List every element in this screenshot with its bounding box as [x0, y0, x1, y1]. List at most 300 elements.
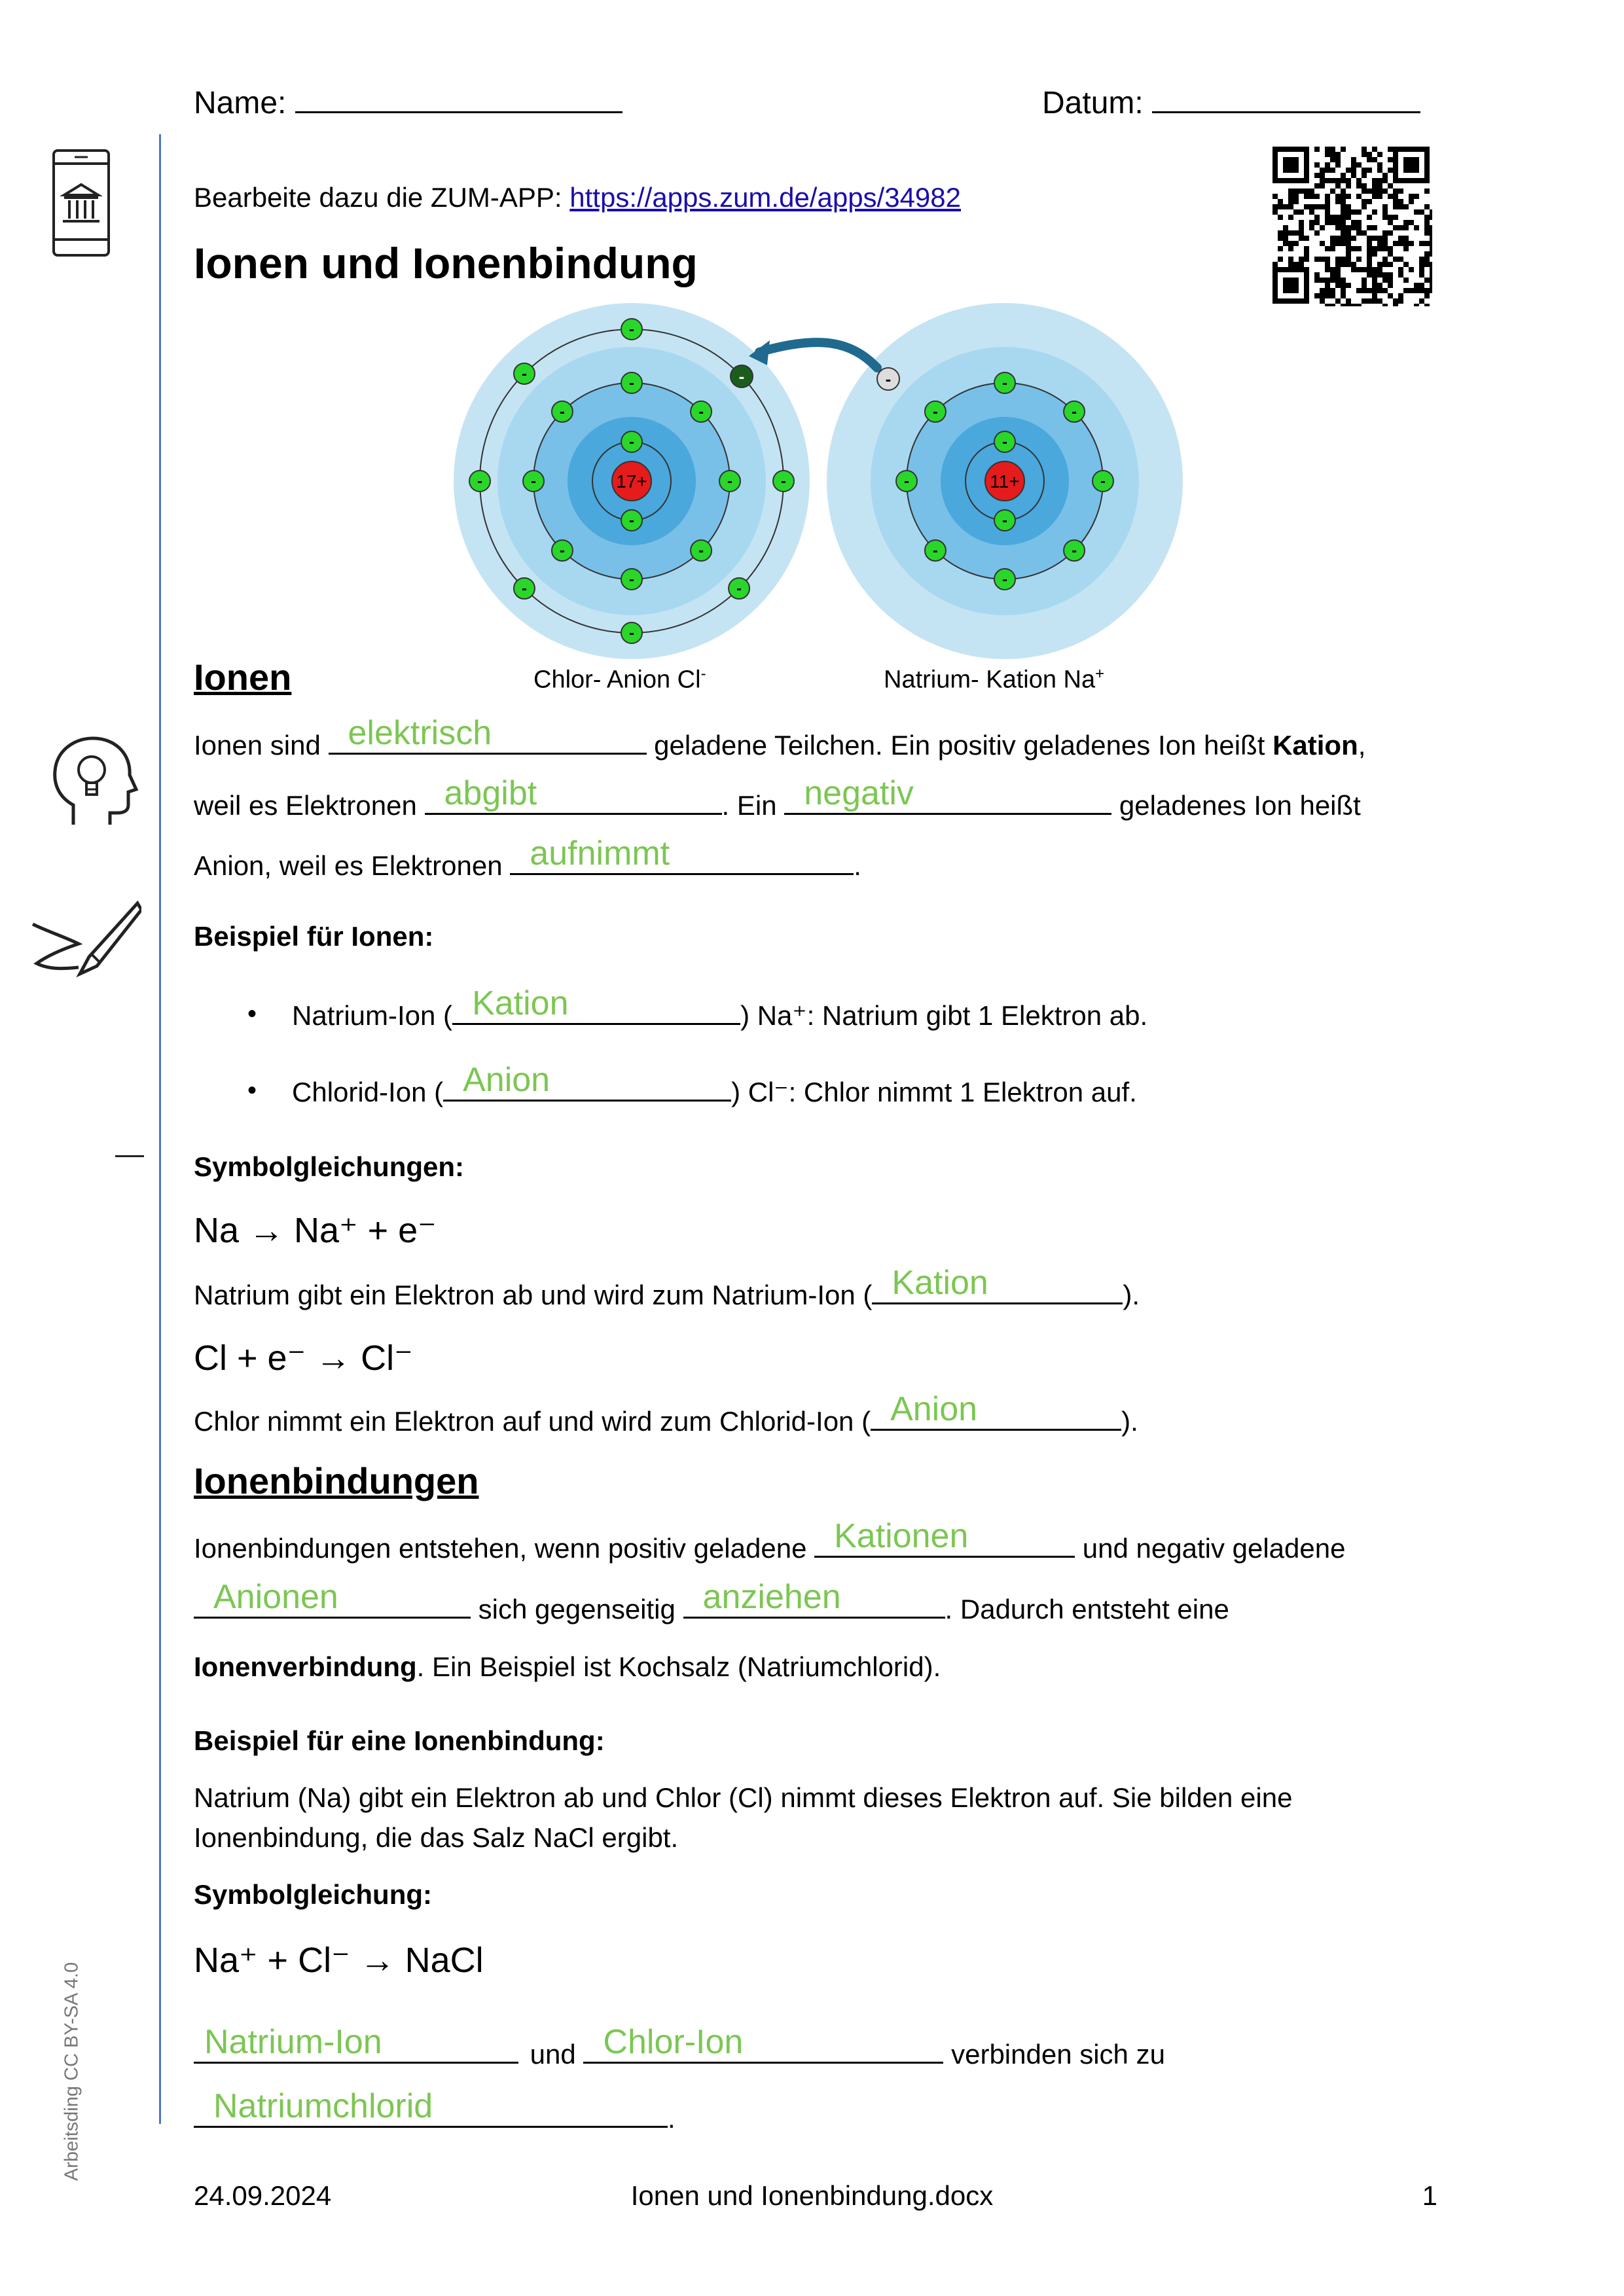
qr-module	[1341, 209, 1346, 215]
qr-module	[1325, 204, 1330, 209]
qr-module	[1362, 188, 1367, 194]
qr-module	[1288, 241, 1293, 246]
qr-module	[1346, 251, 1351, 257]
qr-module	[1393, 241, 1398, 246]
name-blank[interactable]	[295, 85, 623, 113]
qr-module	[1409, 241, 1414, 246]
qr-module	[1414, 304, 1419, 306]
qr-module	[1335, 225, 1341, 230]
answer-negativ: negativ	[804, 774, 914, 812]
qr-module	[1335, 236, 1341, 241]
qr-module	[1367, 262, 1372, 267]
answer-kation-2: Kation	[892, 1264, 988, 1302]
qr-module	[1419, 267, 1424, 272]
qr-module	[1293, 262, 1299, 267]
qr-module	[1414, 288, 1419, 293]
equation-cl: Cl + e⁻ → Cl⁻	[194, 1338, 413, 1378]
qr-module	[1351, 262, 1356, 267]
qr-module	[1372, 209, 1377, 215]
qr-module	[1367, 225, 1372, 230]
blank-ionen-2[interactable]	[425, 774, 722, 815]
qr-module	[1351, 246, 1356, 251]
blank-symbol-1[interactable]	[872, 1264, 1123, 1304]
qr-module	[1388, 168, 1393, 173]
qr-module	[1325, 194, 1330, 199]
qr-module	[1424, 304, 1430, 306]
electron-sign: -	[1072, 542, 1077, 560]
ionen-sentence-1: Ionen sind elektrisch geladene Teilchen. Ein positiv geladenes Ion heißt Kation,	[194, 714, 1366, 761]
qr-module	[1388, 157, 1393, 162]
qr-module	[1398, 293, 1403, 298]
qr-module	[1356, 246, 1362, 251]
qr-module	[1314, 257, 1320, 262]
ionen-sentence-2: weil es Elektronen abgibt . Ein negativ geladenes Ion heißt	[194, 774, 1361, 821]
qr-module	[1325, 288, 1330, 293]
qr-module	[1325, 162, 1330, 168]
electron-sign: -	[1002, 433, 1007, 451]
electron-sign: -	[629, 624, 634, 642]
qr-module	[1356, 225, 1362, 230]
qr-module	[1341, 304, 1346, 306]
qr-module	[1362, 298, 1367, 304]
beispiel-bindung-line-1: Natrium (Na) gibt ein Elektron ab und Chlor (Cl) nimmt dieses Elektron auf. Sie bilden eine	[194, 1782, 1293, 1813]
qr-module	[1325, 220, 1330, 225]
qr-module	[1330, 157, 1335, 162]
symbolgleichung-heading: Symbolgleichung:	[194, 1879, 433, 1910]
blank-ionen-3[interactable]	[784, 774, 1111, 815]
qr-module	[1372, 225, 1377, 230]
qr-module	[1299, 236, 1304, 241]
qr-module	[1325, 152, 1330, 157]
qr-module	[1356, 288, 1362, 293]
qr-module	[1288, 194, 1293, 199]
qr-module	[1278, 204, 1283, 209]
qr-module	[1325, 262, 1330, 267]
qr-module	[1367, 246, 1372, 251]
qr-module	[1341, 147, 1346, 152]
equation-na: Na → Na⁺ + e⁻	[194, 1211, 437, 1250]
chlorine-caption: Chlor- Anion Cl-	[533, 665, 706, 694]
electron-sign: -	[629, 321, 634, 338]
electron-sign: -	[698, 542, 704, 560]
qr-module	[1393, 188, 1398, 194]
qr-module	[1330, 278, 1335, 283]
qr-module	[1335, 194, 1341, 199]
qr-module	[1409, 194, 1414, 199]
qr-module	[1382, 178, 1388, 183]
qr-module	[1388, 246, 1393, 251]
qr-module	[1325, 147, 1330, 152]
qr-module	[1393, 194, 1398, 199]
qr-module	[1388, 215, 1393, 220]
bullet-icon: •	[247, 999, 257, 1028]
margin-dash	[115, 1155, 144, 1157]
blank-natrium-ion-final[interactable]	[194, 2023, 518, 2064]
qr-module	[1283, 225, 1288, 230]
qr-module	[1388, 220, 1393, 225]
qr-module	[1430, 246, 1432, 251]
blank-kationen[interactable]	[814, 1517, 1075, 1558]
qr-module	[1424, 188, 1430, 194]
qr-module	[1403, 204, 1409, 209]
qr-module	[1367, 215, 1372, 220]
qr-module	[1388, 194, 1393, 199]
qr-module	[1299, 262, 1304, 267]
electron-sign: -	[1002, 374, 1007, 392]
electron-sign: -	[781, 473, 786, 490]
qr-module	[1341, 204, 1346, 209]
qr-module	[1341, 188, 1346, 194]
qr-module	[1351, 173, 1356, 178]
qr-module	[1362, 267, 1367, 272]
pen-writing-icon	[26, 898, 141, 983]
qr-module	[1430, 272, 1432, 278]
qr-module	[1382, 215, 1388, 220]
list-item	[247, 997, 257, 1030]
qr-module	[1388, 183, 1393, 188]
qr-module	[1272, 209, 1278, 215]
date-label: Datum:	[1042, 86, 1144, 120]
qr-module	[1419, 262, 1424, 267]
beispiel-ionen-heading: Beispiel für Ionen:	[194, 921, 434, 952]
qr-module	[1346, 262, 1351, 267]
qr-module	[1372, 283, 1377, 288]
qr-module	[1419, 283, 1424, 288]
sodium-atom	[827, 303, 1183, 659]
ionenbindungen-sentence-2: Anionen sich gegenseitig anziehen . Dadurch entsteht eine	[194, 1590, 1229, 1626]
electron-sign: -	[629, 374, 634, 392]
answer-kation: Kation	[472, 984, 569, 1022]
blank-natriumchlorid[interactable]	[194, 2087, 668, 2128]
qr-module	[1330, 272, 1335, 278]
answer-elektrisch: elektrisch	[348, 714, 492, 752]
qr-module	[1403, 262, 1409, 267]
blank-symbol-2[interactable]	[871, 1390, 1121, 1431]
qr-module	[1372, 298, 1377, 304]
qr-module	[1293, 241, 1299, 246]
qr-module	[1341, 173, 1346, 178]
qr-module	[1351, 220, 1356, 225]
qr-module	[1377, 162, 1382, 168]
ionic-bond-figure	[452, 301, 1185, 694]
qr-module	[1335, 278, 1341, 283]
qr-module	[1330, 188, 1335, 194]
qr-module	[1362, 204, 1367, 209]
qr-module	[1388, 278, 1393, 283]
qr-module	[1320, 293, 1325, 298]
qr-module	[1414, 283, 1419, 288]
qr-module	[1377, 188, 1382, 194]
qr-module	[1398, 241, 1403, 246]
qr-module	[1388, 293, 1393, 298]
qr-module	[1335, 157, 1341, 162]
qr-module	[1403, 220, 1409, 225]
qr-module	[1372, 178, 1377, 183]
electron-sign: -	[698, 403, 704, 421]
qr-module	[1403, 241, 1409, 246]
qr-module	[1403, 278, 1409, 283]
qr-module	[1325, 199, 1330, 204]
qr-module	[1346, 230, 1351, 236]
qr-module	[1424, 278, 1430, 283]
qr-module	[1367, 272, 1372, 278]
qr-module	[1341, 262, 1346, 267]
qr-module	[1330, 215, 1335, 220]
date-blank[interactable]	[1152, 85, 1420, 113]
qr-module	[1382, 304, 1388, 306]
qr-module	[1356, 183, 1362, 188]
qr-module	[1382, 278, 1388, 283]
qr-module	[1293, 199, 1299, 204]
qr-module	[1278, 230, 1283, 236]
qr-module	[1377, 262, 1382, 267]
qr-module	[1330, 147, 1335, 152]
electron-transfer-arrow	[759, 342, 877, 368]
qr-module	[1419, 257, 1424, 262]
electron-sign: -	[477, 473, 482, 490]
qr-module	[1372, 272, 1377, 278]
qr-module	[1288, 188, 1293, 194]
qr-module	[1393, 225, 1398, 230]
electron-sign: -	[932, 542, 938, 560]
qr-module	[1341, 241, 1346, 246]
qr-module	[1320, 183, 1325, 188]
qr-module	[1393, 304, 1398, 306]
head-lightbulb-icon	[47, 733, 139, 831]
qr-module	[1335, 162, 1341, 168]
qr-module	[1299, 257, 1304, 262]
qr-module	[1372, 293, 1377, 298]
qr-module	[1278, 257, 1283, 262]
qr-module	[1377, 298, 1382, 304]
qr-module	[1393, 257, 1398, 262]
qr-module	[1409, 288, 1414, 293]
qr-module	[1398, 188, 1403, 194]
qr-module	[1335, 262, 1341, 267]
qr-module	[1325, 246, 1330, 251]
qr-module	[1424, 251, 1430, 257]
electron-sign: -	[932, 403, 938, 421]
date-field[interactable]	[1042, 85, 1420, 120]
qr-module	[1346, 246, 1351, 251]
qr-module	[1403, 246, 1409, 251]
qr-module	[1388, 251, 1393, 257]
qr-module	[1398, 236, 1403, 241]
qr-module	[1424, 241, 1430, 246]
qr-module	[1304, 188, 1309, 194]
ionenbindungen-sentence-1: Ionenbindungen entstehen, wenn positiv geladene Kationen und negativ geladene	[194, 1517, 1346, 1564]
footer-page-number: 1	[1422, 2180, 1437, 2211]
qr-module	[1377, 241, 1382, 246]
zum-app-link[interactable]: https://apps.zum.de/apps/34982	[569, 182, 962, 213]
qr-module	[1299, 225, 1304, 230]
qr-module	[1320, 257, 1325, 262]
qr-module	[1341, 220, 1346, 225]
qr-module	[1414, 194, 1419, 199]
electron-sign: -	[1100, 473, 1106, 490]
qr-module	[1362, 278, 1367, 283]
qr-module	[1362, 183, 1367, 188]
electron-sign: -	[1002, 512, 1007, 529]
qr-module	[1341, 293, 1346, 298]
qr-module	[1356, 209, 1362, 215]
qr-module	[1367, 241, 1372, 246]
qr-module	[1330, 236, 1335, 241]
qr-module	[1283, 230, 1288, 236]
qr-module	[1341, 230, 1346, 236]
qr-module	[1335, 272, 1341, 278]
qr-module	[1335, 257, 1341, 262]
qr-module	[1314, 293, 1320, 298]
qr-module	[1335, 215, 1341, 220]
margin-line	[159, 134, 161, 2124]
qr-module	[1278, 215, 1283, 220]
qr-module	[1299, 220, 1304, 225]
qr-module	[1320, 278, 1325, 283]
sodium-nucleus-label: 11+	[990, 471, 1020, 492]
blank-chlorid-ion[interactable]	[443, 1061, 731, 1102]
qr-module	[1304, 257, 1309, 262]
answer-anion-2: Anion	[890, 1390, 978, 1428]
qr-module	[1325, 267, 1330, 272]
qr-module	[1288, 257, 1293, 262]
qr-module	[1346, 215, 1351, 220]
qr-module	[1409, 267, 1414, 272]
blank-chlor-ion-final[interactable]	[583, 2023, 943, 2064]
section-heading-ionen: Ionen	[194, 656, 292, 698]
qr-module	[1377, 168, 1382, 173]
electron-sign: -	[559, 403, 565, 421]
qr-module	[1325, 168, 1330, 173]
qr-module	[1314, 278, 1320, 283]
electron-sign: -	[559, 542, 565, 560]
qr-module	[1335, 267, 1341, 272]
footer-date: 24.09.2024	[194, 2180, 332, 2211]
qr-module	[1372, 188, 1377, 194]
qr-module	[1330, 288, 1335, 293]
qr-module	[1398, 272, 1403, 278]
qr-module	[1351, 304, 1356, 306]
blank-natrium-ion[interactable]	[452, 984, 740, 1025]
final-sentence-line-2: Natriumchlorid .	[194, 2100, 676, 2135]
qr-module	[1382, 262, 1388, 267]
qr-module	[1330, 152, 1335, 157]
qr-module	[1346, 257, 1351, 262]
blank-anziehen[interactable]	[683, 1578, 945, 1619]
qr-module	[1309, 204, 1314, 209]
qr-module	[1314, 272, 1320, 278]
name-field[interactable]	[194, 85, 623, 120]
qr-module	[1367, 188, 1372, 194]
qr-module	[1372, 246, 1377, 251]
qr-module	[1341, 215, 1346, 220]
electron-sign: -	[1072, 403, 1077, 421]
qr-module	[1341, 225, 1346, 230]
qr-module	[1430, 236, 1432, 241]
qr-module	[1424, 215, 1430, 220]
qr-module	[1278, 246, 1283, 251]
svg-text:-: -	[885, 369, 892, 389]
section-heading-ionenbindungen: Ionenbindungen	[194, 1460, 479, 1501]
qr-module	[1351, 267, 1356, 272]
list-item-natrium-ion: Natrium-Ion ( Kation ) Na⁺: Natrium gibt 1 Elektron ab.	[292, 984, 1148, 1031]
qr-module	[1382, 230, 1388, 236]
qr-module	[1388, 272, 1393, 278]
qr-module	[1377, 183, 1382, 188]
qr-module	[1409, 199, 1414, 204]
qr-module	[1351, 209, 1356, 215]
electron-sign: -	[904, 473, 909, 490]
qr-module	[1341, 278, 1346, 283]
qr-module	[1398, 204, 1403, 209]
qr-module	[1372, 157, 1377, 162]
qr-module	[1356, 178, 1362, 183]
name-label: Name:	[194, 86, 287, 120]
qr-module	[1304, 251, 1309, 257]
qr-module	[1377, 194, 1382, 199]
qr-module	[1341, 257, 1346, 262]
qr-module	[1409, 220, 1414, 225]
qr-module	[1325, 283, 1330, 288]
qr-module	[1330, 293, 1335, 298]
qr-module	[1382, 173, 1388, 178]
qr-module	[1346, 225, 1351, 230]
qr-module	[1377, 178, 1382, 183]
qr-module	[1278, 199, 1283, 204]
qr-module	[1283, 204, 1288, 209]
qr-module	[1430, 267, 1432, 272]
qr-module	[1330, 267, 1335, 272]
qr-module	[1351, 236, 1356, 241]
blank-ionen-4[interactable]	[510, 834, 854, 875]
sodium-caption: Natrium- Kation Na+	[884, 665, 1105, 694]
qr-module	[1346, 304, 1351, 306]
qr-module	[1288, 204, 1293, 209]
qr-module	[1330, 220, 1335, 225]
electron-sign: -	[531, 473, 536, 490]
qr-module	[1346, 209, 1351, 215]
qr-module	[1356, 230, 1362, 236]
qr-module	[1367, 157, 1372, 162]
qr-module	[1377, 283, 1382, 288]
qr-module	[1325, 293, 1330, 298]
answer-kationen: Kationen	[834, 1517, 969, 1555]
qr-module	[1362, 173, 1367, 178]
qr-module	[1309, 209, 1314, 215]
qr-module	[1393, 204, 1398, 209]
qr-module	[1314, 147, 1320, 152]
qr-module	[1367, 152, 1372, 157]
blank-anionen[interactable]	[194, 1578, 471, 1619]
blank-ionen-1[interactable]	[329, 714, 647, 755]
qr-module	[1325, 304, 1330, 306]
qr-module	[1288, 230, 1293, 236]
qr-module	[1382, 241, 1388, 246]
symbolgleichungen-heading: Symbolgleichungen:	[194, 1151, 465, 1182]
qr-module	[1398, 298, 1403, 304]
qr-module	[1314, 183, 1320, 188]
qr-code[interactable]	[1270, 144, 1432, 306]
qr-module	[1309, 225, 1314, 230]
qr-module	[1398, 267, 1403, 272]
qr-module	[1362, 147, 1367, 152]
qr-module	[1346, 283, 1351, 288]
intro-line	[194, 181, 961, 214]
electron-sign: -	[629, 433, 634, 451]
qr-module	[1377, 288, 1382, 293]
qr-module	[1356, 257, 1362, 262]
page-title: Ionen und Ionenbindung	[194, 239, 698, 287]
